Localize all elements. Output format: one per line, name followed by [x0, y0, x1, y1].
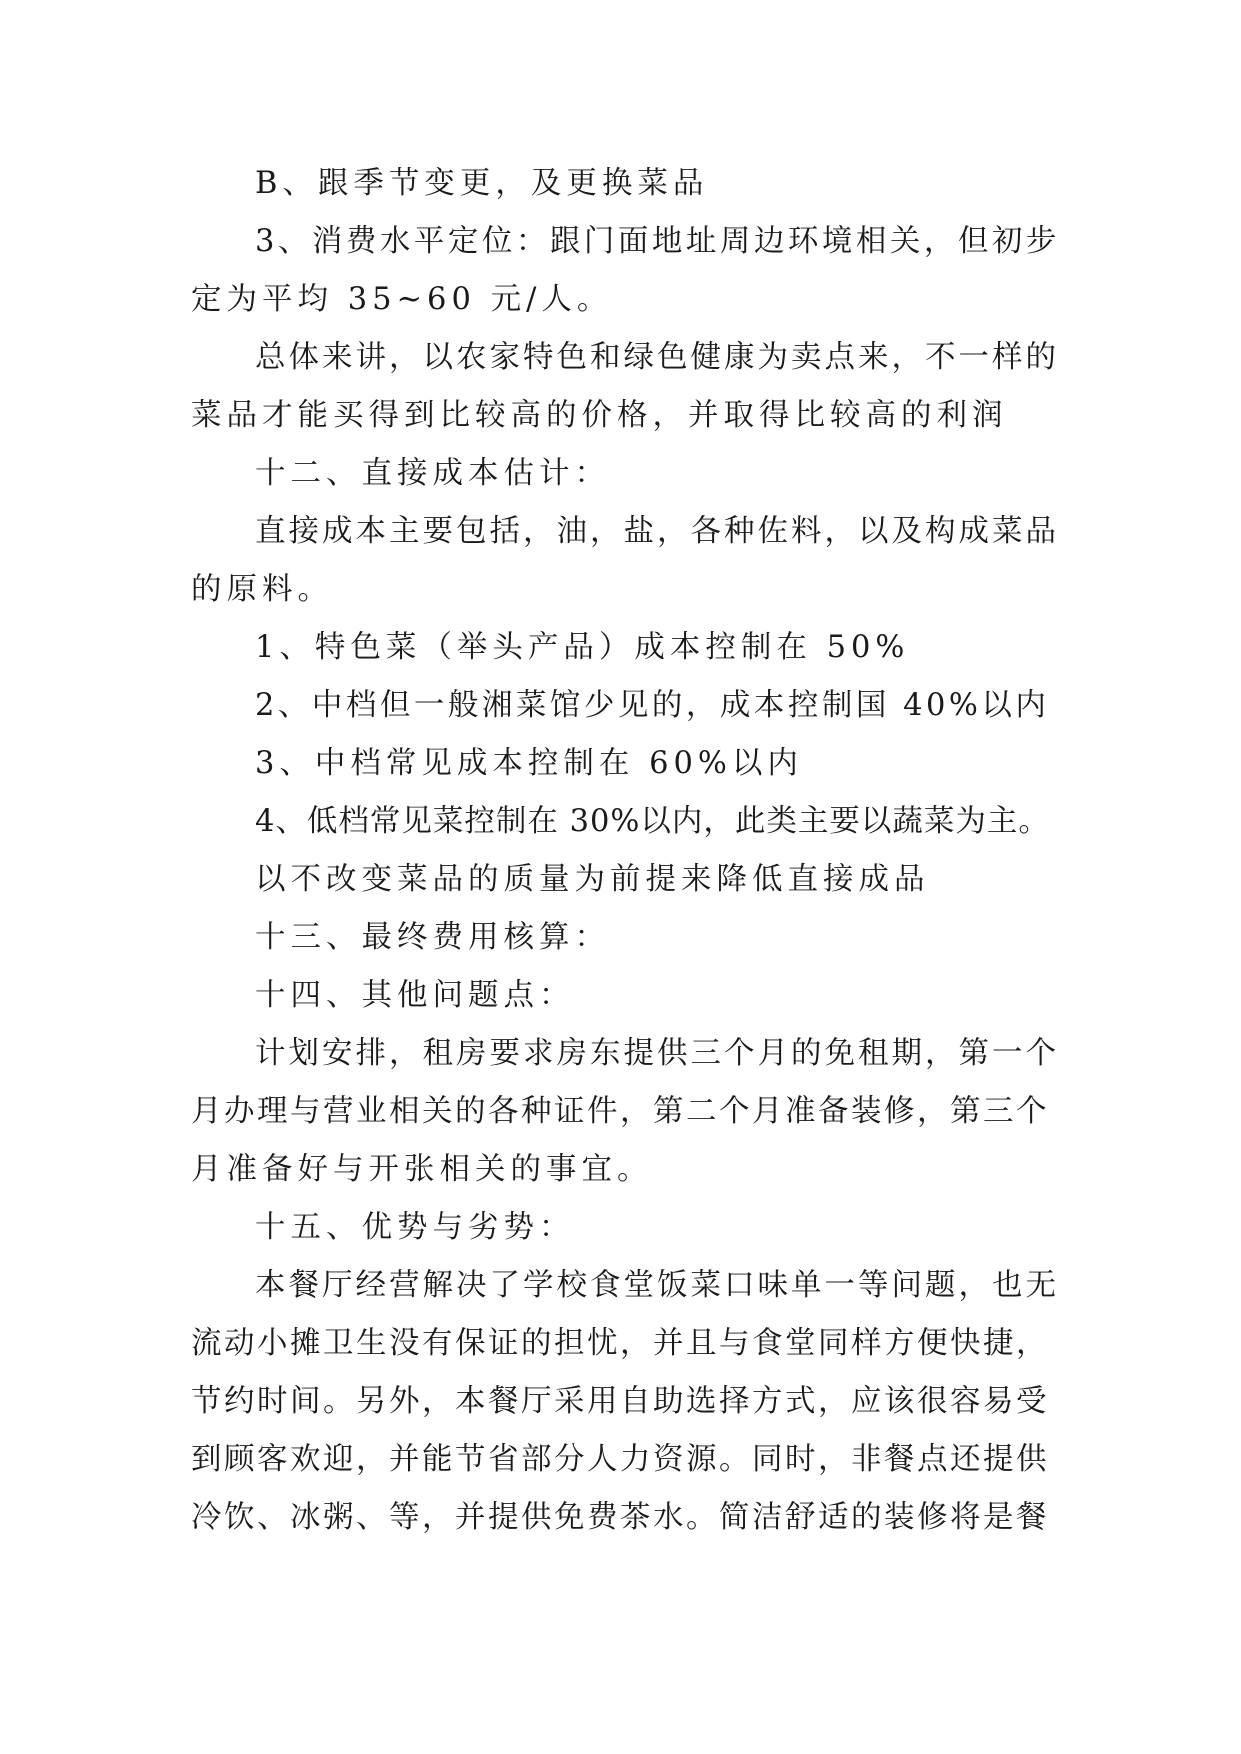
text-line: 到顾客欢迎，并能节省部分人力资源。同时，非餐点还提供	[191, 1442, 1049, 1477]
list-item: 1、特色菜（举头产品）成本控制在 50%	[255, 630, 910, 665]
section-heading: 十三、最终费用核算：	[255, 920, 610, 955]
text-line: 本餐厅经营解决了学校食堂饭菜口味单一等问题，也无	[255, 1268, 1059, 1303]
text-line: 节约时间。另外，本餐厅采用自助选择方式，应该很容易受	[191, 1384, 1049, 1419]
list-item: 2、中档但一般湘菜馆少见的，成本控制国 40%以内	[255, 688, 1050, 723]
text-line: 3、消费水平定位：跟门面地址周边环境相关，但初步	[255, 224, 1060, 259]
text-line: 冷饮、冰粥、等，并提供免费茶水。简洁舒适的装修将是餐	[191, 1500, 1049, 1535]
text-line: 流动小摊卫生没有保证的担忧，并且与食堂同样方便快捷，	[191, 1326, 1049, 1361]
text-line: 计划安排，租房要求房东提供三个月的免租期，第一个	[255, 1036, 1059, 1071]
text-line: 总体来讲，以农家特色和绿色健康为卖点来，不一样的	[255, 340, 1059, 375]
section-heading: 十四、其他问题点：	[255, 978, 575, 1013]
text-line: 菜品才能买得到比较高的价格，并取得比较高的利润	[191, 398, 1008, 433]
text-line: 月准备好与开张相关的事宜。	[191, 1152, 653, 1187]
text-line: 直接成本主要包括，油，盐，各种佐料，以及构成菜品	[255, 514, 1059, 549]
text-line: 定为平均 35~60 元/人。	[191, 282, 613, 317]
list-item: 4、低档常见菜控制在 30%以内，此类主要以蔬菜为主。	[255, 804, 1050, 839]
text-line: 月办理与营业相关的各种证件，第二个月准备装修，第三个	[191, 1094, 1049, 1129]
list-item: 3、中档常见成本控制在 60%以内	[255, 746, 803, 781]
text-line: 的原料。	[191, 572, 333, 607]
section-heading: 十二、直接成本估计：	[255, 456, 610, 491]
text-line: 以不改变菜品的质量为前提来降低直接成品	[255, 862, 930, 897]
text-line: B、跟季节变更，及更换菜品	[255, 166, 709, 201]
section-heading: 十五、优势与劣势：	[255, 1210, 575, 1245]
